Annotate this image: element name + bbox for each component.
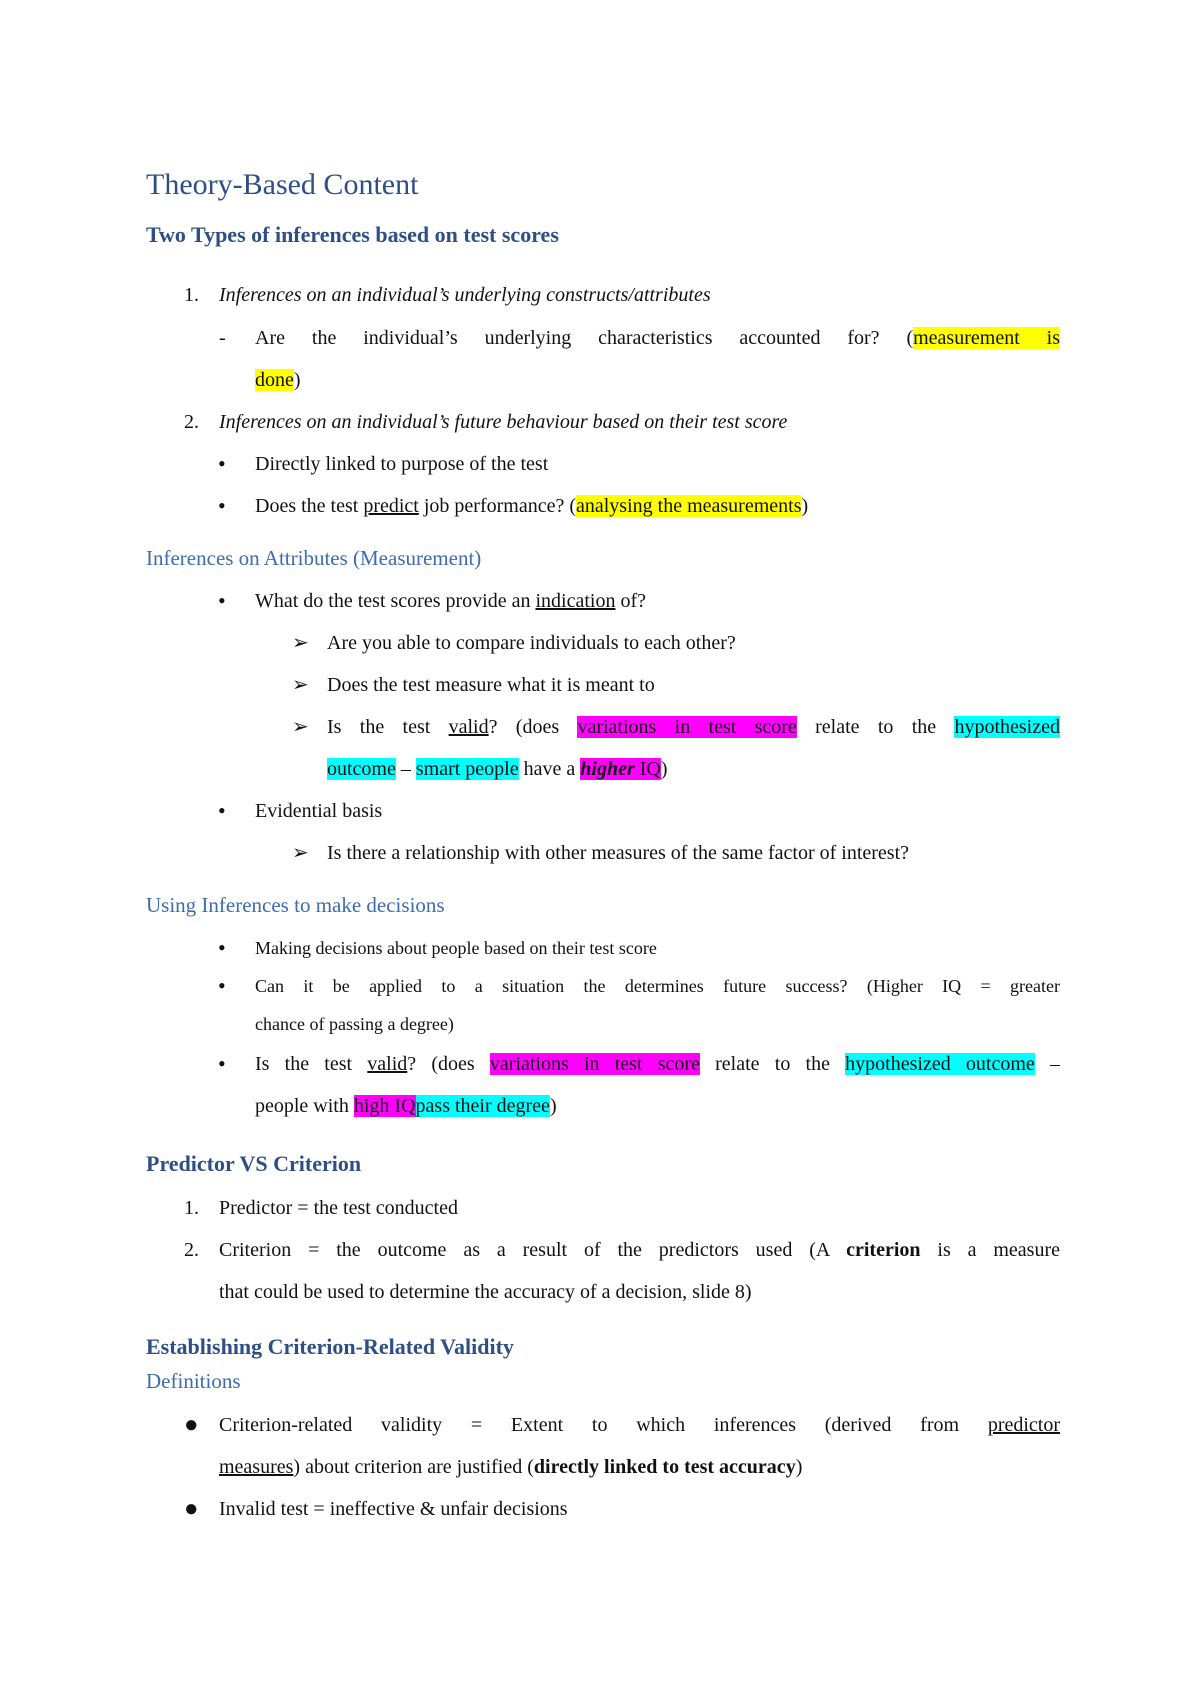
- list-item: [146, 622, 1060, 664]
- list-item-text: Does the test measure what it is meant to: [327, 674, 655, 696]
- list-item-text: Predictor = the test conducted: [219, 1197, 458, 1219]
- list-item: [146, 1488, 1060, 1530]
- bullet-icon: ●: [184, 1412, 199, 1438]
- list-item: [146, 274, 1060, 316]
- arrow-bullet-icon: ➢: [292, 632, 309, 654]
- list-item: [146, 1229, 1060, 1313]
- highlight-magenta: high IQ: [353, 1095, 416, 1117]
- highlight-magenta: variations in test score: [489, 1053, 700, 1075]
- highlight-magenta: IQ: [634, 758, 661, 780]
- highlight-cyan: pass their degree: [415, 1095, 550, 1117]
- section-heading-decisions: Using Inferences to make decisions: [146, 893, 445, 917]
- list-item-text-cont: that could be used to determine the accuracy of a decision, slide 8): [219, 1281, 752, 1303]
- bullet-icon: •: [218, 451, 226, 476]
- list-item-text: What do the test scores provide an indication of?: [255, 590, 646, 612]
- list-item-text: Is there a relationship with other measures of the same factor of interest?: [327, 842, 910, 864]
- highlight-magenta: higher: [580, 758, 635, 780]
- list-item-text: Criterion-related validity = Extent to which inferences (derived from predictor: [219, 1414, 1060, 1436]
- list-item-text: Are the individual’s underlying characteristics accounted for? (measurement is: [255, 327, 1060, 349]
- section-heading-two-types: Two Types of inferences based on test scores: [146, 222, 559, 247]
- highlight-yellow: analysing the measurements: [575, 495, 802, 517]
- bullet-icon: •: [218, 588, 226, 613]
- bullet-icon: •: [218, 973, 226, 998]
- section-heading-criterion-validity: Establishing Criterion-Related Validity: [146, 1334, 514, 1359]
- list-item-text-cont: people with high IQpass their degree): [255, 1095, 557, 1117]
- list-item-text-cont: done): [255, 369, 301, 391]
- list-item: [146, 485, 1060, 527]
- list-item-text: Criterion = the outcome as a result of the predictors used (A criterion is a measure: [219, 1239, 1060, 1261]
- list-item: [146, 1187, 1060, 1229]
- list-item-text: Are you able to compare individuals to each other?: [327, 632, 736, 654]
- dash-bullet: -: [219, 327, 226, 349]
- bullet-icon: •: [218, 1051, 226, 1076]
- bullet-icon: •: [218, 798, 226, 823]
- list-item: [146, 790, 1060, 832]
- list-item: [146, 1404, 1060, 1488]
- list-item: [146, 443, 1060, 485]
- list-item: [146, 401, 1060, 443]
- highlight-cyan: outcome: [327, 758, 396, 780]
- arrow-bullet-icon: ➢: [292, 674, 309, 696]
- list-item-text: Inferences on an individual’s underlying constructs/attributes: [219, 284, 711, 306]
- highlight-yellow: done: [255, 369, 294, 391]
- list-item: [146, 1043, 1060, 1127]
- section-heading-predictor: Predictor VS Criterion: [146, 1151, 362, 1176]
- list-item-text: Making decisions about people based on their test score: [255, 938, 657, 958]
- section-heading-attributes: Inferences on Attributes (Measurement): [146, 546, 482, 570]
- list-item: [146, 967, 1060, 1043]
- list-item-text-cont: chance of passing a degree): [255, 1014, 454, 1034]
- list-item: [146, 580, 1060, 622]
- list-item-text: Can it be applied to a situation the determines future success? (Higher IQ = greater: [255, 976, 1060, 996]
- list-item-text: Invalid test = ineffective & unfair decisions: [219, 1498, 568, 1520]
- list-item-text-cont: outcome – smart people have a higher IQ): [327, 758, 668, 780]
- list-number: 2.: [184, 1239, 199, 1261]
- list-item-text: Inferences on an individual’s future behaviour based on their test score: [219, 411, 788, 433]
- list-item-text: Is the test valid? (does variations in test score relate to the hypothesized: [327, 716, 1060, 738]
- highlight-cyan: smart people: [415, 758, 519, 780]
- highlight-cyan: hypothesized outcome: [845, 1053, 1035, 1075]
- arrow-bullet-icon: ➢: [292, 716, 309, 738]
- list-item-text: Does the test predict job performance? (analysing the measurements): [255, 495, 809, 517]
- list-item-text: Directly linked to purpose of the test: [255, 453, 549, 475]
- bullet-icon: ●: [184, 1496, 199, 1522]
- list-item-text: Is the test valid? (does variations in test score relate to the hypothesized outcome –: [255, 1053, 1060, 1075]
- list-item: [146, 664, 1060, 706]
- list-item: [146, 706, 1060, 790]
- highlight-magenta: variations in test score: [577, 716, 797, 738]
- list-item: [146, 317, 1060, 401]
- arrow-bullet-icon: ➢: [292, 842, 309, 864]
- list-item-text-cont: measures) about criterion are justified (directly linked to test accuracy): [219, 1456, 803, 1478]
- list-number: 1.: [184, 1197, 199, 1219]
- bullet-icon: •: [218, 493, 226, 518]
- list-number: 2.: [184, 411, 199, 433]
- subheading-definitions: Definitions: [146, 1369, 241, 1393]
- list-item: [146, 929, 1060, 967]
- bullet-icon: •: [218, 935, 226, 960]
- highlight-cyan: hypothesized: [954, 716, 1060, 738]
- list-item: [146, 832, 1060, 874]
- list-item-text: Evidential basis: [255, 800, 383, 822]
- highlight-yellow: measurement is: [913, 327, 1060, 349]
- page-title: Theory-Based Content: [146, 168, 419, 201]
- list-number: 1.: [184, 284, 199, 306]
